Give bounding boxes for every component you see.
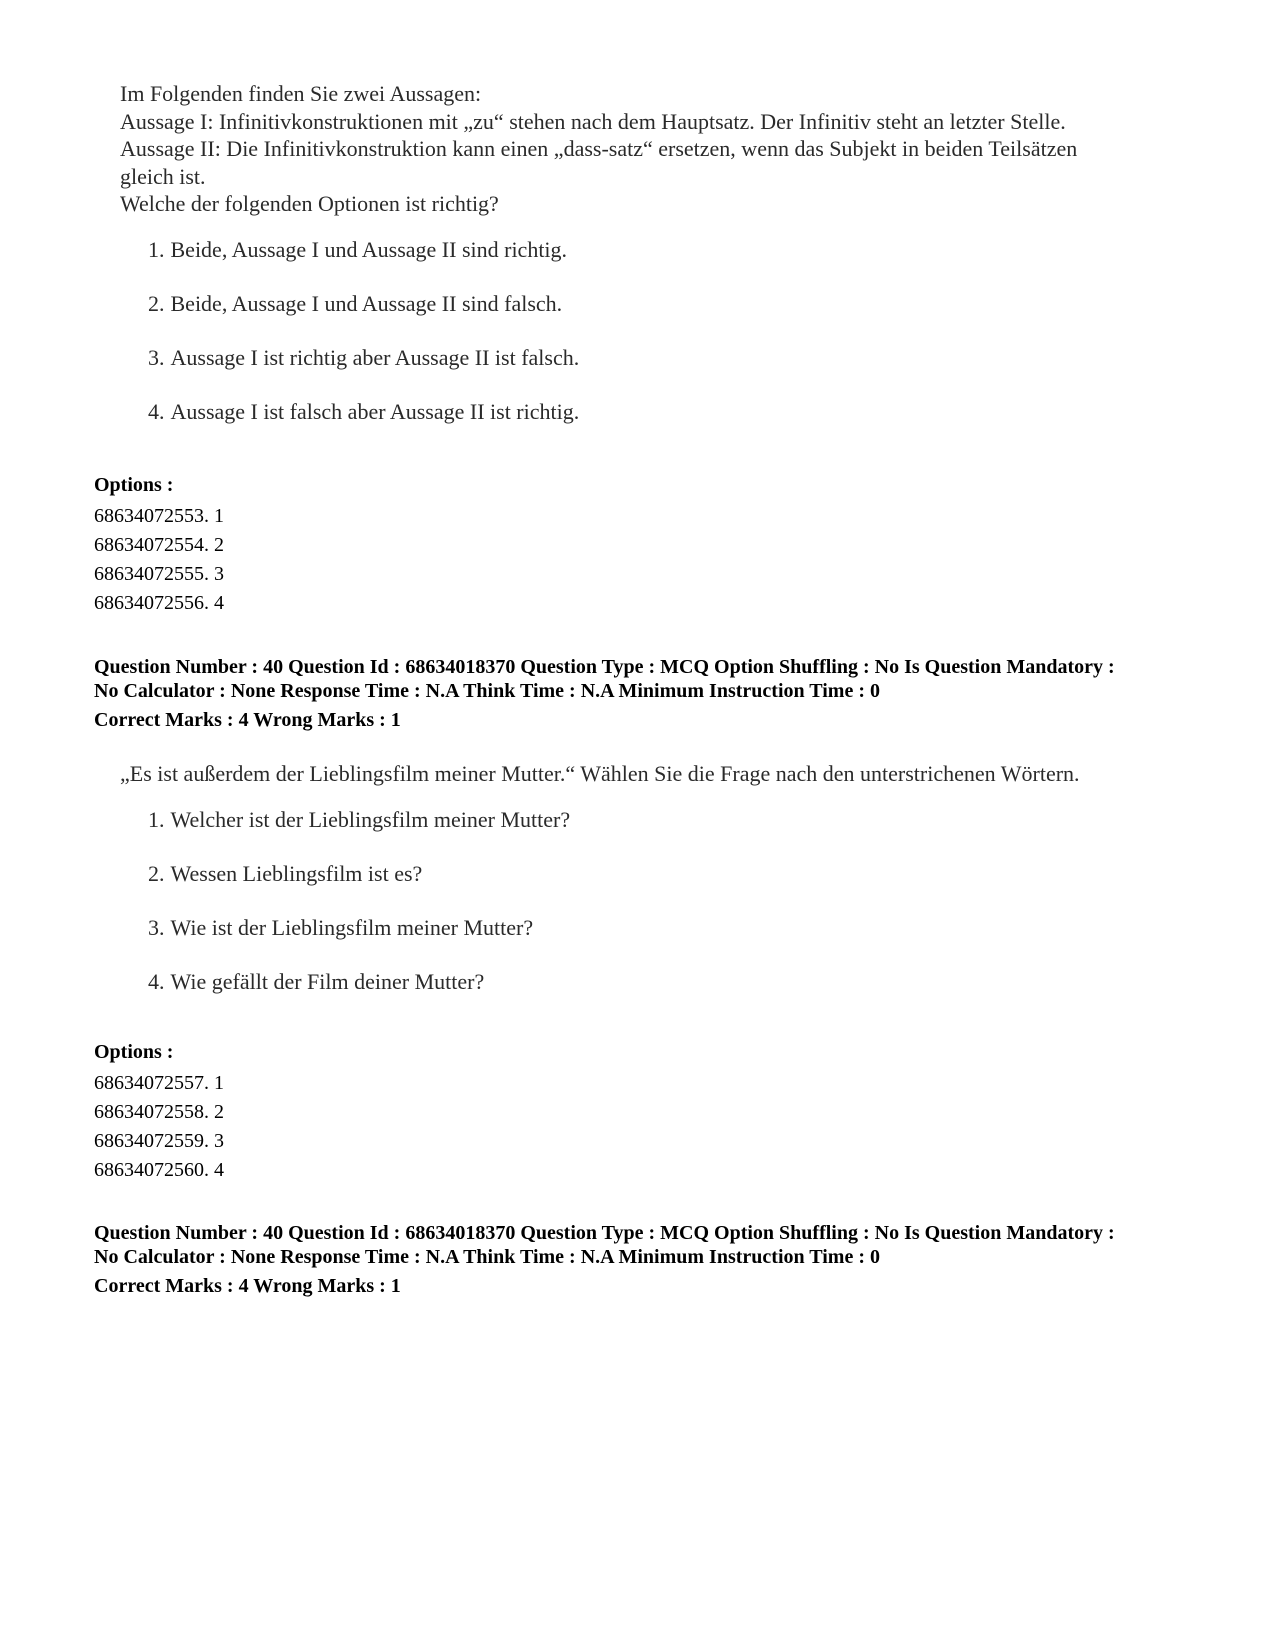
question-stem [120, 80, 1180, 218]
answer-choice [148, 860, 1180, 887]
marks-line: Correct Marks : 4 Wrong Marks : 1 [94, 1275, 401, 1297]
question-image-statements [120, 80, 1180, 452]
choice-text: Aussage I ist falsch aber Aussage II ist richtig. [170, 398, 580, 424]
choice-number: 1. [148, 806, 165, 832]
meta-line: Question Number : 40 Question Id : 68634018370 Question Type : MCQ Option Shuffling : No Is Question Mandatory : [94, 1222, 1115, 1244]
meta-line: No Calculator : None Response Time : N.A Think Time : N.A Minimum Instruction Time : 0 [94, 1246, 880, 1268]
choice-number: 4. [148, 968, 165, 994]
choice-number: 1. [148, 236, 165, 262]
options-title: Options : [94, 474, 174, 496]
options-list [94, 1039, 1214, 1185]
answer-choices [148, 806, 1180, 995]
answer-choice [148, 398, 1180, 425]
answer-choice [148, 290, 1180, 317]
stem-line: Aussage I: Infinitivkonstruktionen mit „zu“ stehen nach dem Hauptsatz. Der Infinitiv steht an letzter Stelle. [120, 108, 1066, 134]
choice-text: Aussage I ist richtig aber Aussage II ist falsch. [170, 344, 580, 370]
answer-choice [148, 236, 1180, 263]
question-stem [120, 760, 1180, 788]
option-row: 68634072553. 1 [94, 505, 224, 527]
stem-line: „Es ist außerdem der Lieblingsfilm meiner Mutter.“ Wählen Sie die Frage nach den unterstrichenen Wörtern. [120, 761, 1080, 786]
stem-line: Im Folgenden finden Sie zwei Aussagen: [120, 81, 482, 106]
choice-number: 4. [148, 398, 165, 424]
options-list [94, 472, 1214, 618]
meta-line: Question Number : 40 Question Id : 68634018370 Question Type : MCQ Option Shuffling : No Is Question Mandatory : [94, 656, 1115, 678]
answer-choice [148, 914, 1180, 941]
option-row: 68634072560. 4 [94, 1159, 224, 1181]
stem-line: gleich ist. [120, 163, 206, 189]
question-image-film [120, 760, 1180, 1022]
choice-text: Welcher ist der Lieblingsfilm meiner Mutter? [170, 806, 571, 832]
marks-line: Correct Marks : 4 Wrong Marks : 1 [94, 709, 401, 731]
option-row: 68634072559. 3 [94, 1130, 224, 1152]
option-row: 68634072558. 2 [94, 1101, 224, 1123]
answer-choices [148, 236, 1180, 425]
answer-choice [148, 968, 1180, 995]
meta-line: No Calculator : None Response Time : N.A Think Time : N.A Minimum Instruction Time : 0 [94, 680, 880, 702]
choice-text: Wie ist der Lieblingsfilm meiner Mutter? [170, 914, 534, 940]
answer-choice [148, 806, 1180, 833]
stem-line: Aussage II: Die Infinitivkonstruktion kann einen „dass-satz“ ersetzen, wenn das Subjekt in beiden Teilsätzen [120, 136, 1078, 161]
choice-number: 3. [148, 914, 165, 940]
choice-number: 2. [148, 290, 165, 316]
choice-text: Beide, Aussage I und Aussage II sind falsch. [170, 290, 563, 316]
choice-number: 3. [148, 344, 165, 370]
option-row: 68634072555. 3 [94, 563, 224, 585]
choice-text: Beide, Aussage I und Aussage II sind richtig. [170, 236, 568, 262]
choice-text: Wessen Lieblingsfilm ist es? [170, 860, 423, 886]
option-row: 68634072556. 4 [94, 592, 224, 614]
option-row: 68634072557. 1 [94, 1072, 224, 1094]
options-title: Options : [94, 1041, 174, 1063]
answer-choice [148, 344, 1180, 371]
question-meta [94, 1221, 1214, 1298]
choice-number: 2. [148, 860, 165, 886]
question-meta [94, 655, 1214, 732]
option-row: 68634072554. 2 [94, 534, 224, 556]
stem-line: Welche der folgenden Optionen ist richtig? [120, 191, 499, 216]
choice-text: Wie gefällt der Film deiner Mutter? [170, 968, 485, 994]
